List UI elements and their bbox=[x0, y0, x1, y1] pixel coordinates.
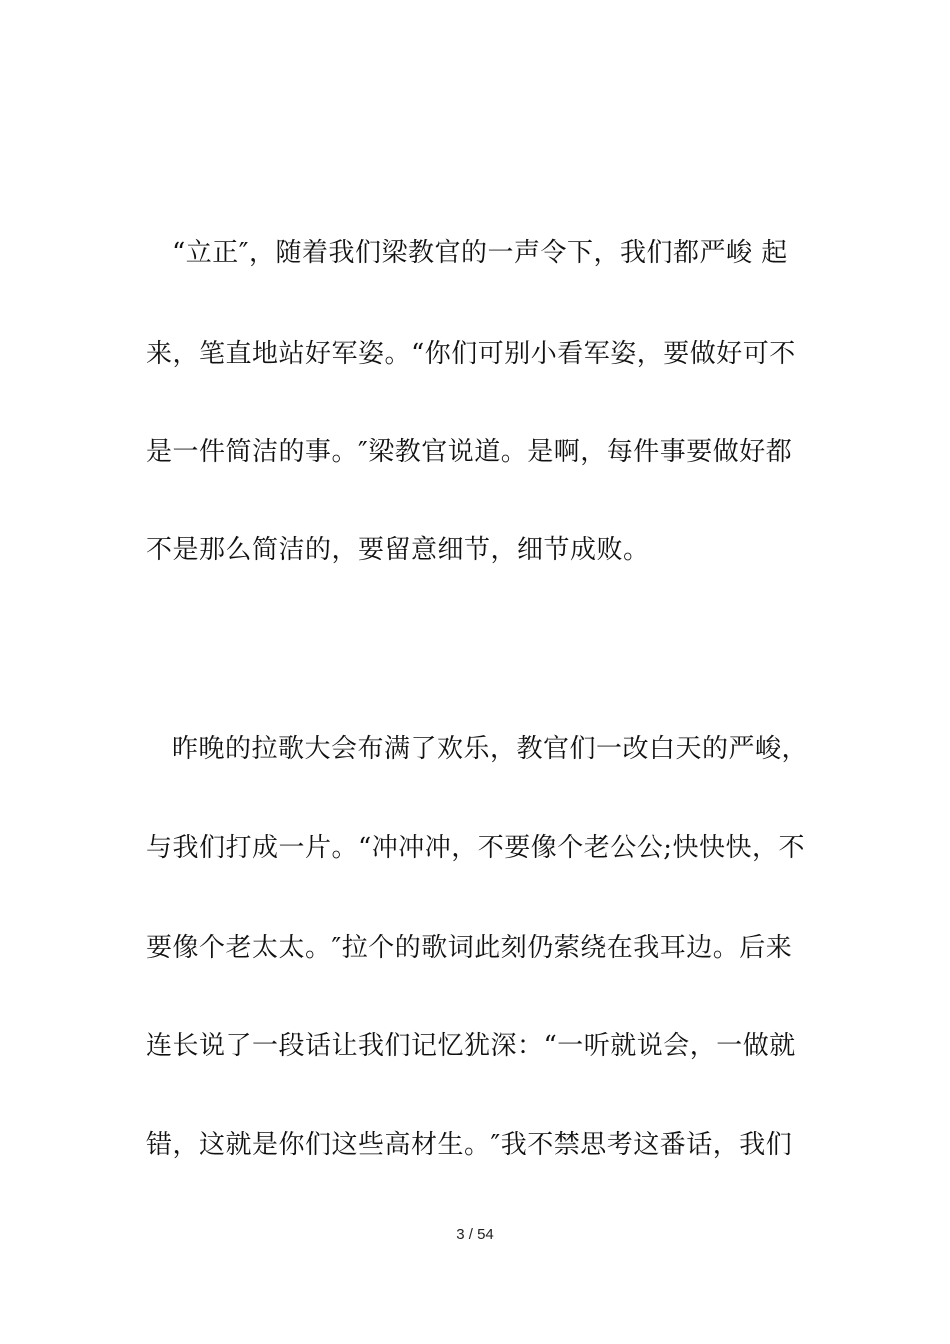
paragraph-line-text: 与我们打成一片。“冲冲冲，不要像个老公公;快快快，不 bbox=[146, 833, 806, 863]
paragraph-line-text: “立正″，随着我们梁教官的一声令下，我们都严峻 起 bbox=[172, 238, 788, 268]
paragraph-line-text: 不是那么简洁的，要留意细节，细节成败。 bbox=[146, 535, 650, 565]
paragraph-line-text: 是一件简洁的事。″梁教官说道。是啊，每件事要做好都 bbox=[146, 437, 793, 467]
paragraph-line-text: 昨晚的拉歌大会布满了欢乐，教官们一改白天的严峻， bbox=[172, 734, 809, 764]
paragraph-line-text: 错，这就是你们这些高材生。″我不禁思考这番话，我们 bbox=[146, 1130, 793, 1160]
paragraph-line-text: 要像个老太太。″拉个的歌词此刻仍萦绕在我耳边。后来 bbox=[146, 933, 793, 963]
paragraph-line-text: 连长说了一段话让我们记忆犹深：“一听就说会，一做就 bbox=[146, 1031, 796, 1061]
page-number: 3 / 54 bbox=[456, 1226, 494, 1243]
paragraph-line-text: 来，笔直地站好军姿。“你们可别小看军姿，要做好可不 bbox=[146, 339, 796, 369]
